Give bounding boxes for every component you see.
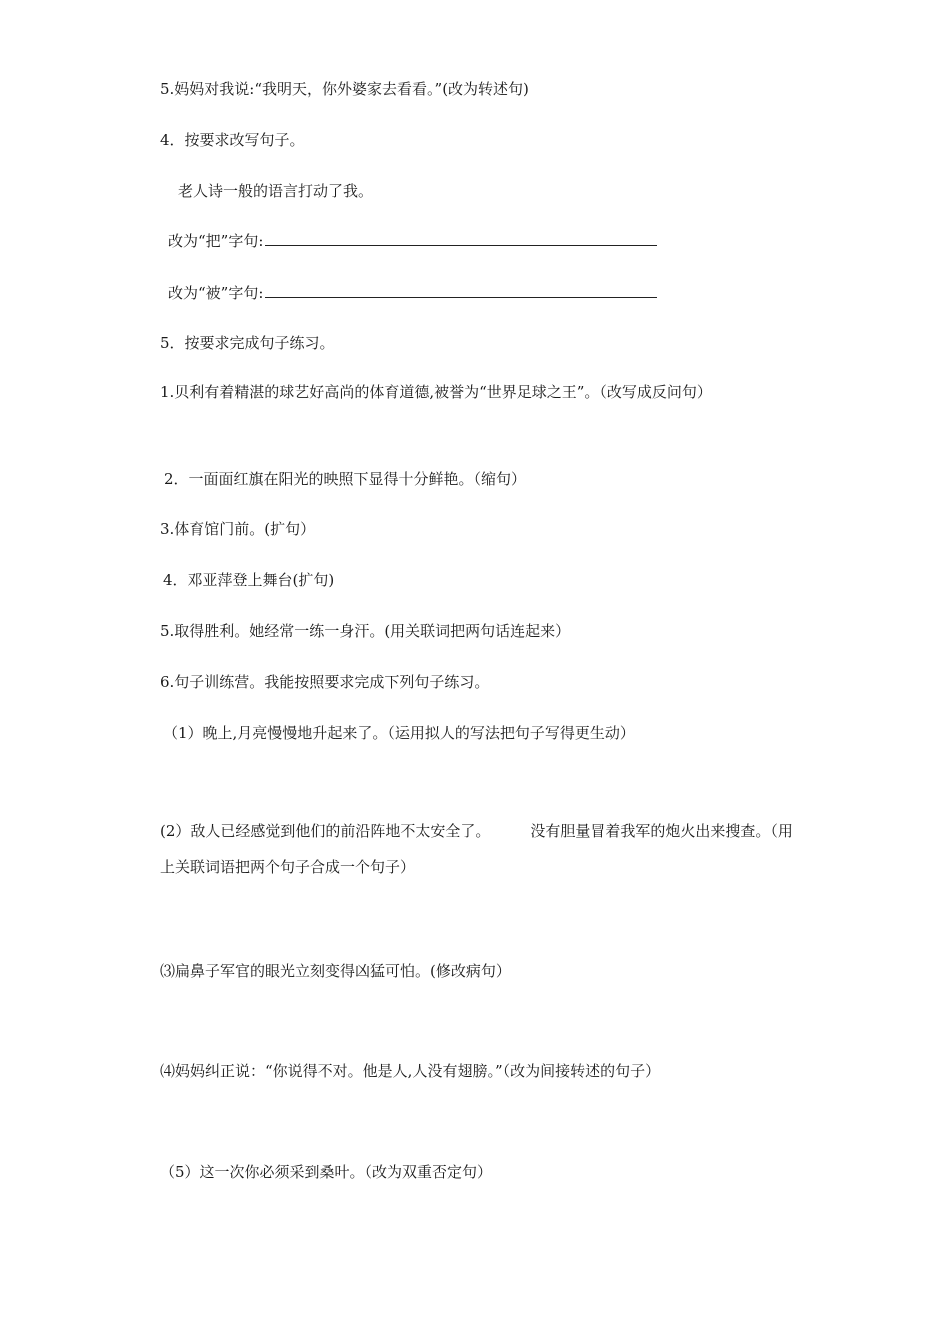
- ba-sentence-answer-line[interactable]: [265, 231, 657, 246]
- question-correct-error: ⑶扁鼻子军官的眼光立刻变得凶猛可怕。(修改病句）: [160, 962, 511, 980]
- bei-sentence-label: 改为“被”字句:: [168, 284, 264, 302]
- ba-sentence-row: [168, 230, 657, 252]
- question-reported-speech: 5.妈妈对我说:“我明天，你外婆家去看看。”(改为转述句): [160, 80, 529, 98]
- question-rhetorical: 1.贝利有着精湛的球艺好高尚的体育道德,被誉为“世界足球之王”。（改写成反问句）: [160, 383, 712, 401]
- question-conjunction: [160, 813, 800, 885]
- question-double-negative: （5）这一次你必须采到桑叶。（改为双重否定句）: [160, 1163, 493, 1181]
- question-condense: 2．一面面红旗在阳光的映照下显得十分鲜艳。（缩句）: [164, 470, 527, 488]
- bei-sentence-answer-line[interactable]: [265, 283, 657, 298]
- question-expand-1: 3.体育馆门前。(扩句）: [160, 520, 316, 538]
- question-indirect-speech: ⑷妈妈纠正说：“你说得不对。他是人,人没有翅膀。”（改为间接转述的句子）: [160, 1062, 661, 1080]
- question-expand-2: 4．邓亚萍登上舞台(扩句): [163, 571, 335, 589]
- section-heading-5: 5．按要求完成句子练习。: [160, 334, 335, 352]
- section-heading-4: 4．按要求改写句子。: [160, 131, 305, 149]
- bei-sentence-row: [168, 282, 657, 304]
- section-heading-6: 6.句子训练营。我能按照要求完成下列句子练习。: [160, 673, 490, 691]
- conjunction-part-2: 没有胆量冒着我军的炮火出来搜查。（用上关联词语把两个句子合成一个句子）: [160, 822, 793, 876]
- question-personification: （1）晚上,月亮慢慢地升起来了。（运用拟人的写法把句子写得更生动）: [163, 724, 635, 742]
- question-connect: 5.取得胜利。她经常一练一身汗。(用关联词把两句话连起来）: [160, 622, 571, 640]
- conjunction-part-1: (2）敌人已经感觉到他们的前沿阵地不太安全了。: [160, 822, 491, 840]
- ba-sentence-label: 改为“把”字句:: [168, 232, 264, 250]
- source-sentence: 老人诗一般的语言打动了我。: [178, 182, 374, 200]
